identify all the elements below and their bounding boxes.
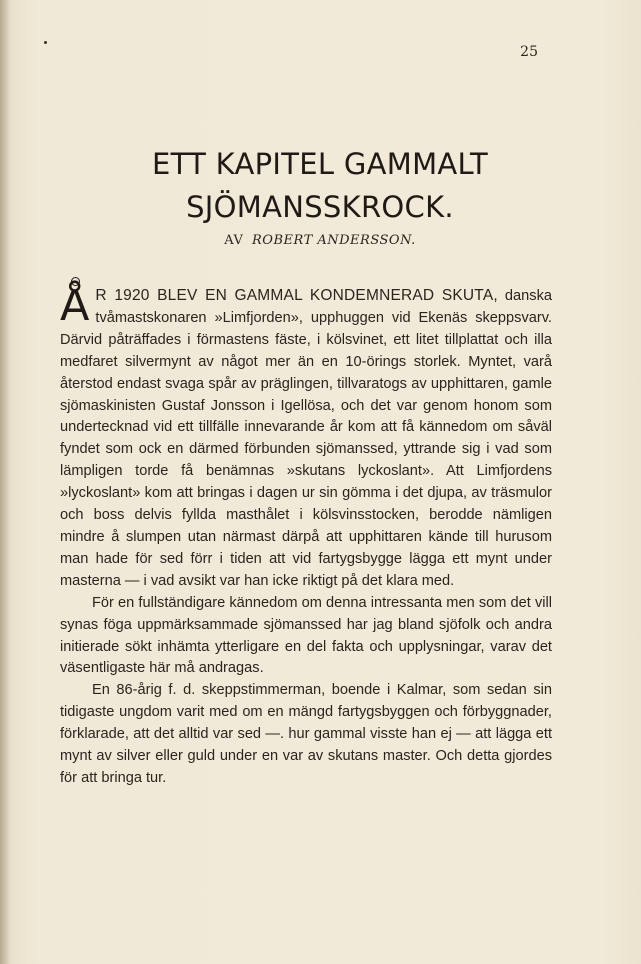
article-body xyxy=(60,281,552,790)
byline-author: ROBERT ANDERSSON. xyxy=(252,233,416,248)
chapter-title-line-2: SJÖMANSSKROCK. xyxy=(186,190,454,224)
paragraph-1-lead: R 1920 BLEV EN GAMMAL KONDEMNERAD SKUTA, xyxy=(95,287,498,304)
ink-speck xyxy=(44,41,47,44)
paragraph-3: En 86-årig f. d. skeppstimmerman, boende i Kalmar, som sedan sin tidigaste ungdom varit med om en mängd fartygsbyggen och förbyggnader, förklarade, att det alltid var sed —. hur gammal visste han ej — att lägga ett mynt av silver eller guld under en var av skutans master. Och detta gjordes för att bringa tur. xyxy=(60,682,552,786)
spine-shadow xyxy=(0,0,10,964)
byline-prefix: AV xyxy=(224,233,244,248)
chapter-title-line-1: ETT KAPITEL GAMMALT xyxy=(151,147,489,181)
page-number: 25 xyxy=(520,44,538,60)
drop-cap: Å xyxy=(60,281,90,331)
paragraph-2: För en fullständigare kännedom om denna intressanta men som det vill synas föga uppmärksammade sjömanssed har jag bland sjöfolk och andra initierade sökt inhämta ytterligare en del fakta och upplysningar, varav det väsentligaste här må andragas. xyxy=(60,594,552,677)
paragraph-1-text: danska tvåmastskonaren »Limfjorden», upphuggen vid Ekenäs skeppsvarv. Därvid påträffades i förmastens fäste, i kölsvinet, ett litet tillplattat och illa medfaret silvermynt av något mer än en 10-örings storlek. Myntet, varå återstod endast svaga spår av präglingen, tillvaratogs av upphittaren, gamle sjömaskinisten Gustaf Jonsson i Igellösa, och det var genom honom som undertecknad vid ett tillfälle innevarande år kom att få kännedom om såväl fyndet som ock en därmed förbunden sjömanssed, yttrande sig i vad som lämpligen torde få benämnas »skutans lyckoslant». Att Limfjordens »lyckoslant» kom att bringas i dagen ur sin gömma i det djupa, av träsmulor och boss delvis fyllda masthålet i kölsvinsstocken, berodde nämligen mindre å slumpen utan närmast därpå att upphittaren kände till hurusom man hade för sed förr i tiden att vid fartygsbygge lägga ett mynt under masterna — i vad avsikt var han icke riktigt på det klara med. xyxy=(60,288,552,589)
paragraph-1 xyxy=(60,281,552,593)
byline xyxy=(60,233,580,248)
